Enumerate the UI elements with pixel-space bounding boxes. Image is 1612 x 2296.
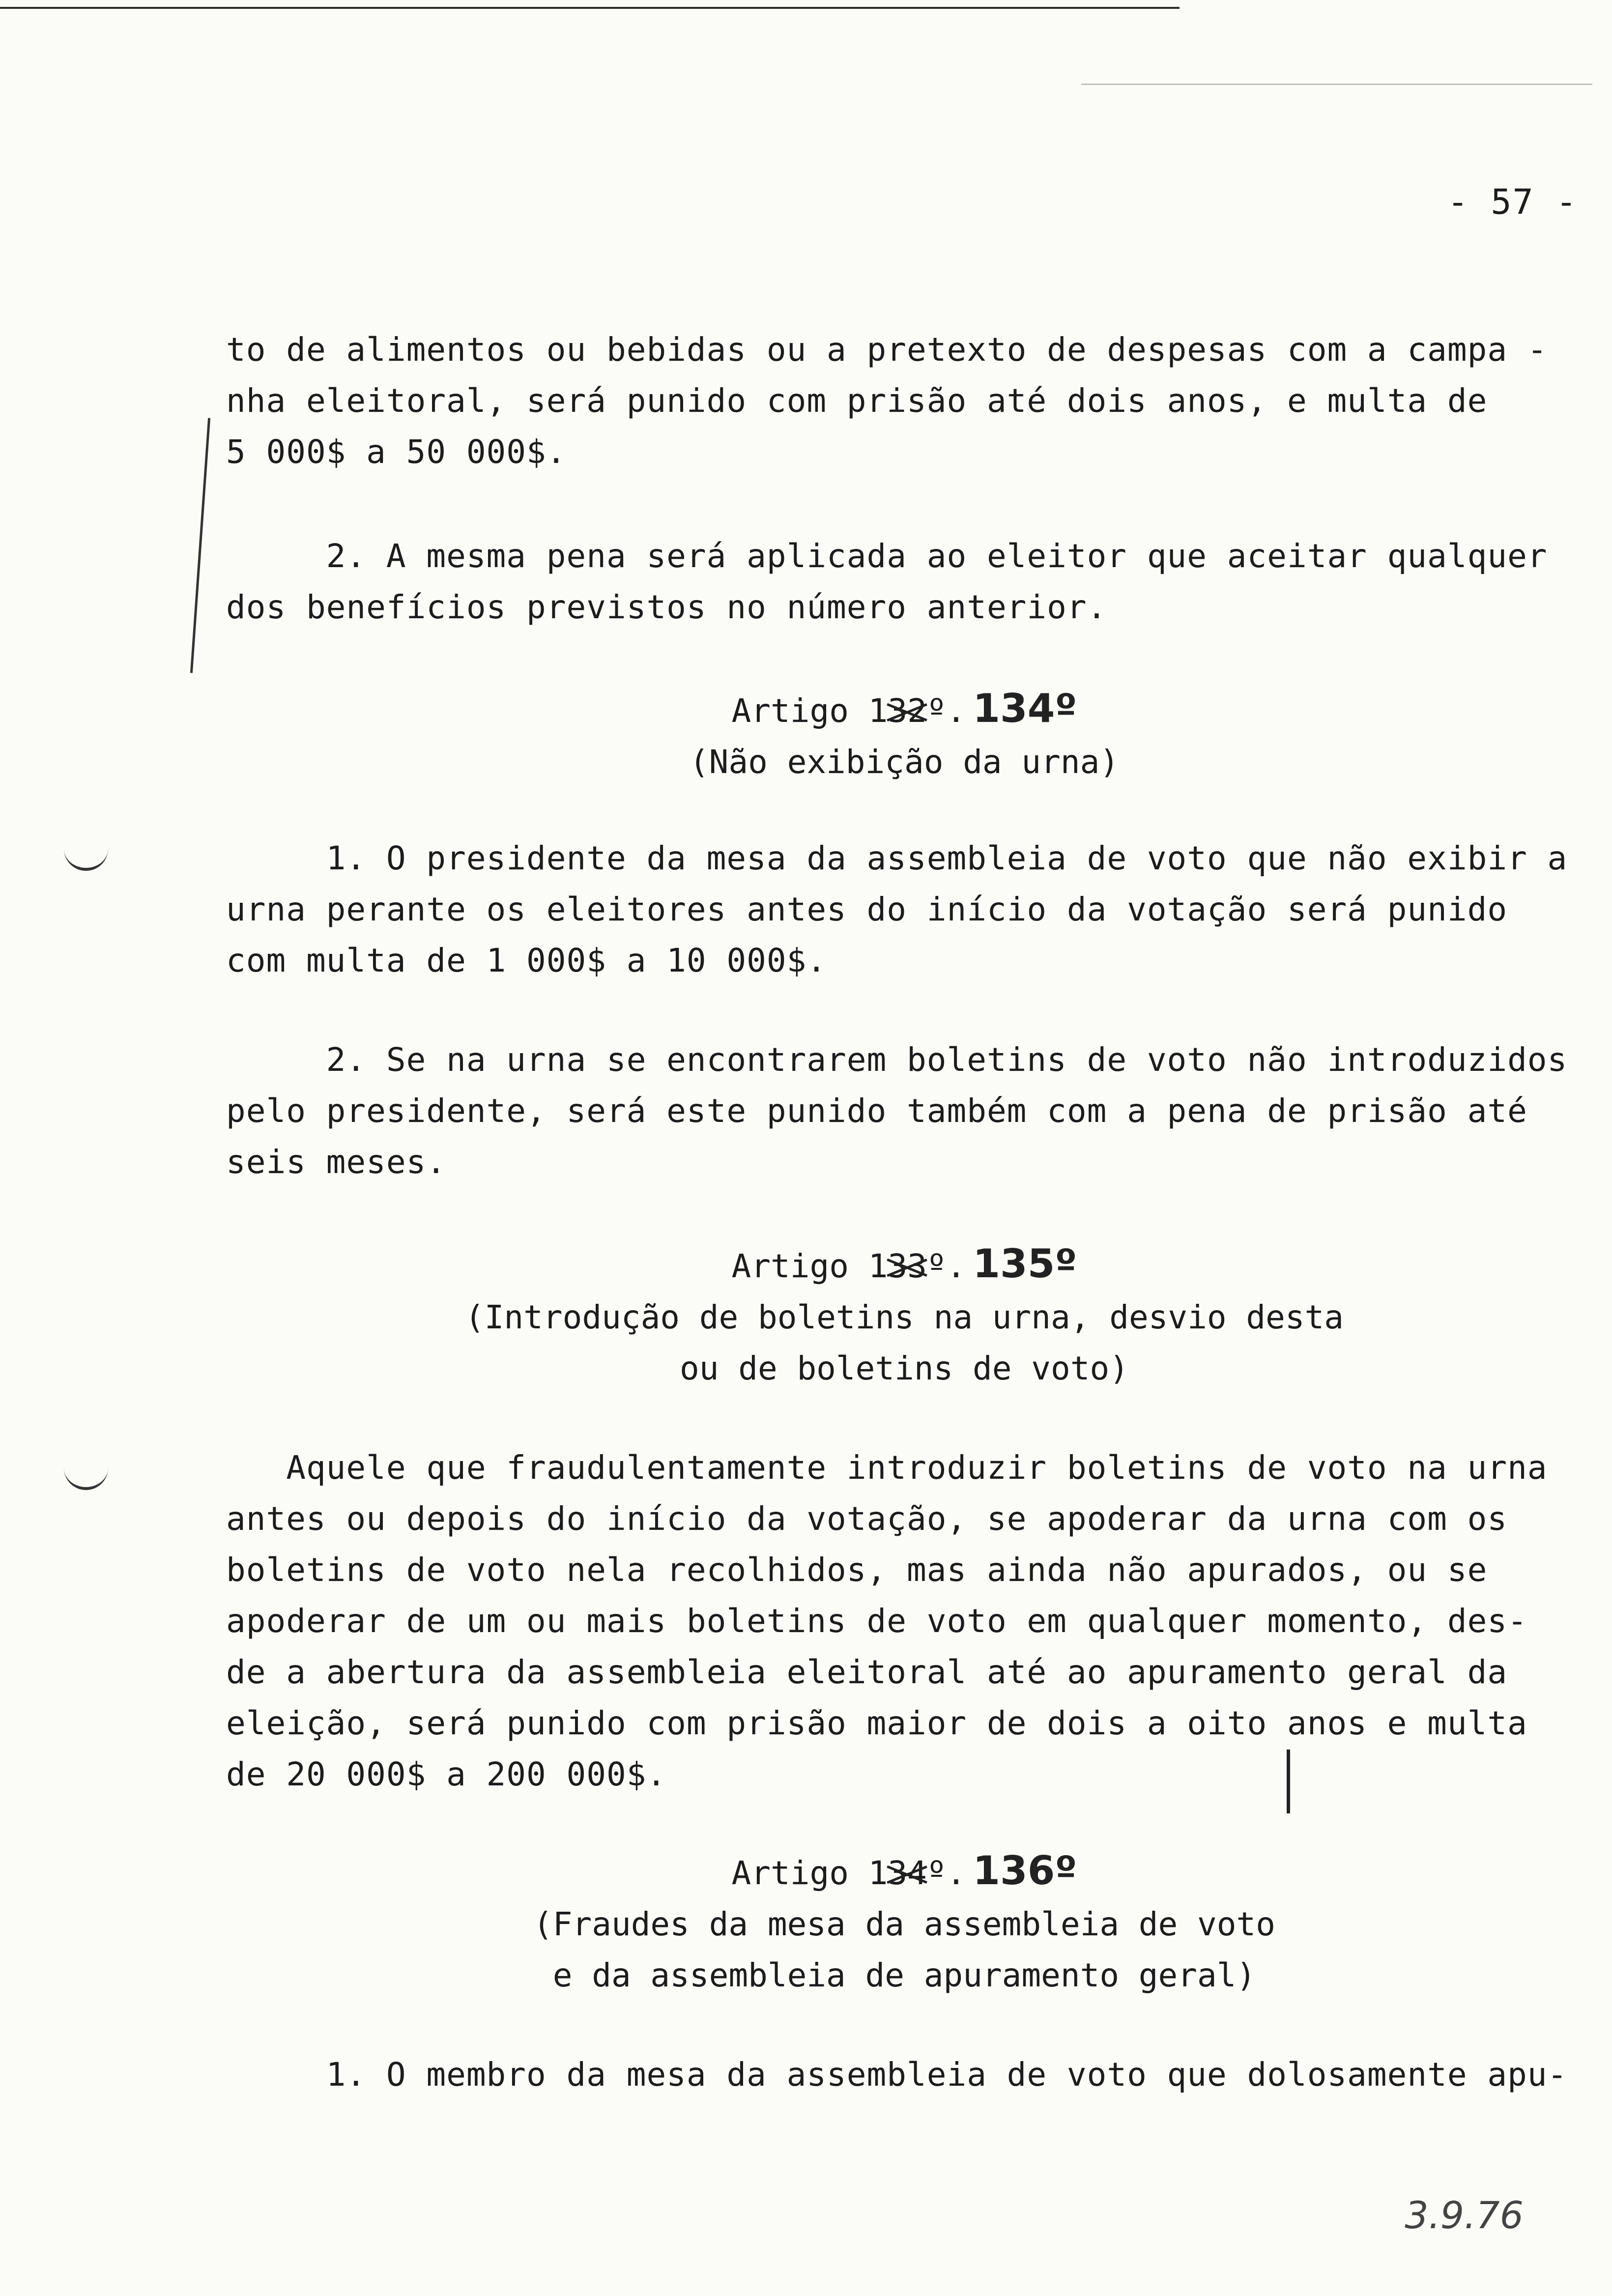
- paragraph-2: [226, 531, 1583, 633]
- text-line: dos benefícios previstos no número anterior.: [226, 588, 1107, 626]
- article-135-number: Artigo 133º. 135º: [226, 1238, 1583, 1292]
- text-line: antes ou depois do início da votação, se apoderar da urna com os: [226, 1500, 1508, 1538]
- article-135-heading: [226, 1238, 1583, 1394]
- text-line: 5 000$ a 50 000$.: [226, 433, 567, 471]
- top-rule: [0, 7, 1180, 9]
- text-line: de 20 000$ a 200 000$.: [226, 1755, 667, 1793]
- article-135-title: (Introdução de boletins na urna, desvio desta: [464, 1298, 1344, 1336]
- text-line: 1. O presidente da mesa da assembleia de voto que não exibir a: [226, 839, 1568, 877]
- text-line: com multa de 1 000$ a 10 000$.: [226, 942, 827, 979]
- handwritten-number: 135º: [973, 1241, 1077, 1287]
- article-134-number: Artigo 132º. 134º: [226, 683, 1583, 737]
- struck-number: 33: [888, 1241, 926, 1292]
- text-line: boletins de voto nela recolhidos, mas ainda não apurados, ou se: [226, 1551, 1488, 1589]
- handwritten-date: 3.9.76: [1405, 2193, 1524, 2237]
- text-line: 2. Se na urna se encontrarem boletins de voto não introduzidos: [226, 1041, 1568, 1079]
- struck-number: 32: [888, 686, 926, 737]
- handwritten-number: 136º: [973, 1848, 1077, 1894]
- paragraph-134-2: [226, 1034, 1583, 1188]
- text-line: nha eleitoral, será punido com prisão até dois anos, e multa de: [226, 382, 1488, 420]
- margin-tick: [1287, 1750, 1290, 1813]
- text-line: 1. O membro da mesa da assembleia de voto que dolosamente apu-: [226, 2056, 1568, 2094]
- page-number: - 57 -: [1447, 182, 1578, 222]
- handwritten-number: 134º: [973, 686, 1077, 731]
- intro-paragraph: [226, 324, 1583, 478]
- article-136-number: Artigo 134º. 136º: [226, 1845, 1583, 1899]
- text-line: apoderar de um ou mais boletins de voto em qualquer momento, des-: [226, 1602, 1527, 1640]
- text-line: de a abertura da assembleia eleitoral até ao apuramento geral da: [226, 1653, 1508, 1691]
- paragraph-134-1: [226, 833, 1583, 986]
- text-line: urna perante os eleitores antes do início da votação será punido: [226, 890, 1508, 928]
- punch-hole-mark: [64, 1464, 108, 1490]
- text-line: 2. A mesma pena será aplicada ao eleitor que aceitar qualquer: [226, 537, 1548, 575]
- article-136-heading: [226, 1845, 1583, 2001]
- struck-number: 34: [888, 1848, 926, 1899]
- article-134-heading: [226, 683, 1583, 788]
- article-134-title: (Não exibição da urna): [689, 743, 1120, 781]
- text-line: pelo presidente, será este punido também com a pena de prisão até: [226, 1092, 1527, 1130]
- article-135-title: ou de boletins de voto): [680, 1349, 1129, 1387]
- text-line: Aquele que fraudulentamente introduzir boletins de voto na urna: [226, 1449, 1548, 1487]
- paragraph-135: [226, 1442, 1583, 1800]
- text-line: seis meses.: [226, 1143, 447, 1181]
- faint-rule: [1081, 84, 1592, 85]
- paragraph-136-1: [226, 2049, 1583, 2100]
- margin-mark: [190, 418, 210, 673]
- text-line: to de alimentos ou bebidas ou a pretexto de despesas com a campa -: [226, 331, 1548, 369]
- article-136-title: (Fraudes da mesa da assembleia de voto: [533, 1905, 1275, 1943]
- article-136-title: e da assembleia de apuramento geral): [552, 1956, 1256, 1994]
- text-line: eleição, será punido com prisão maior de dois a oito anos e multa: [226, 1704, 1527, 1742]
- punch-hole-mark: [64, 845, 108, 871]
